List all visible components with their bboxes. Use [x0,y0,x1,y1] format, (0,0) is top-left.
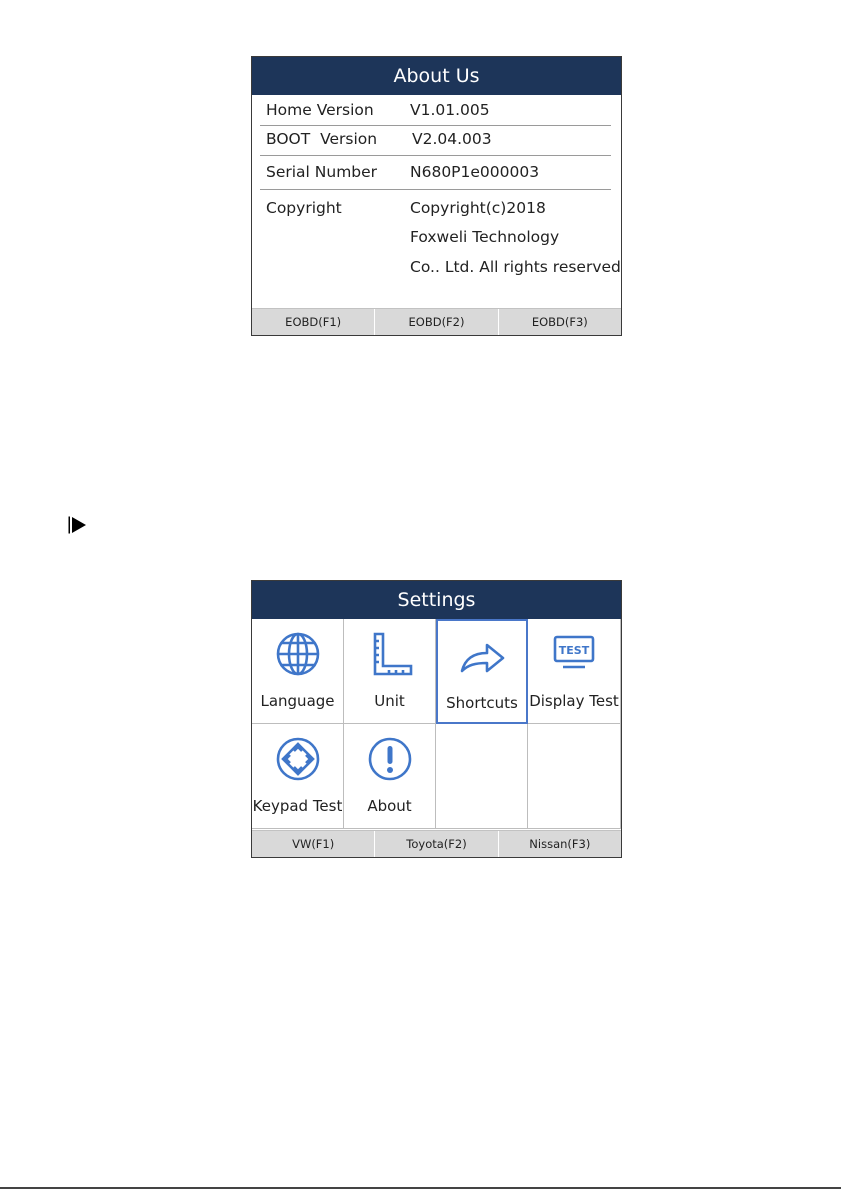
settings-item-display-test[interactable] [528,619,621,724]
settings-item-keypad-test[interactable] [252,724,344,829]
empty-cell [436,724,528,829]
ruler-icon [365,629,415,679]
home-version-label: Home Version [266,101,374,119]
divider [260,189,611,190]
about-us-screen [251,56,622,336]
about-title: About Us [393,65,480,87]
about-title-bar [252,57,621,95]
boot-version-value: V2.04.003 [412,130,492,148]
keypad-test-label: Keypad Test [252,797,343,815]
serial-number-label: Serial Number [266,163,378,181]
f3-key[interactable]: EOBD(F3) [498,309,621,335]
display-test-label: Display Test [529,692,619,710]
home-version-value: V1.01.005 [410,101,490,119]
settings-title-bar [252,581,621,619]
settings-title: Settings [397,589,476,611]
globe-icon [273,629,323,679]
test-monitor-icon [549,629,599,679]
test-text: TEST [558,644,590,657]
share-arrow-icon [457,631,507,681]
f1-key[interactable]: VW(F1) [292,837,335,851]
function-key-bar [252,830,621,857]
f2-key[interactable]: Toyota(F2) [374,831,497,857]
unit-label: Unit [374,692,405,710]
copyright-line-2: Foxweli Technology [410,228,560,246]
copyright-line-1: Copyright(c)2018 [410,199,546,217]
copyright-label: Copyright [266,199,342,217]
about-label: About [367,797,412,815]
language-label: Language [260,692,335,710]
settings-item-language[interactable] [252,619,344,724]
shortcuts-label: Shortcuts [446,694,518,712]
boot-version-label: BOOT Version [266,130,378,148]
f2-key[interactable]: EOBD(F2) [374,309,497,335]
divider [260,125,611,126]
divider [260,155,611,156]
info-exclamation-icon [365,734,415,784]
settings-item-about[interactable] [344,724,436,829]
copyright-line-3: Co.. Ltd. All rights reserved [410,258,621,276]
serial-number-value: N680P1e000003 [410,163,540,181]
keypad-icon [273,734,323,784]
f3-key[interactable]: Nissan(F3) [498,831,621,857]
empty-cell [528,724,621,829]
page-footer-line [0,1187,841,1189]
settings-grid [252,619,621,830]
settings-item-unit[interactable] [344,619,436,724]
settings-screen [251,580,622,858]
f1-key[interactable]: EOBD(F1) [285,315,342,329]
settings-item-shortcuts[interactable] [436,619,528,724]
function-key-bar [252,308,621,335]
play-triangle-icon [68,516,90,534]
